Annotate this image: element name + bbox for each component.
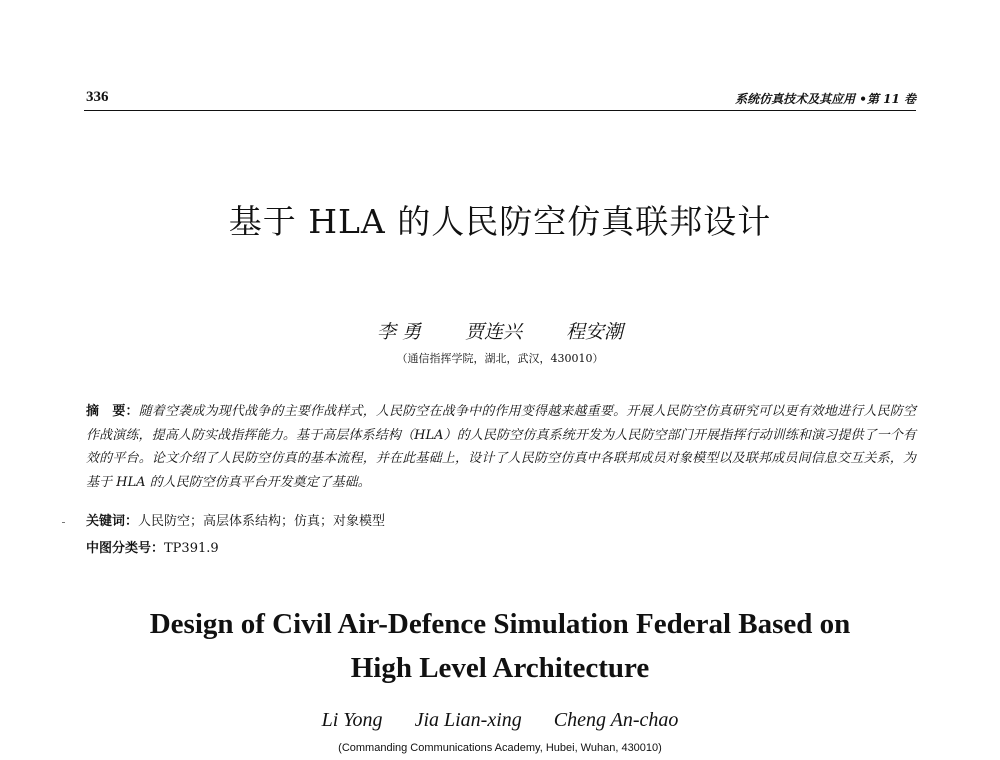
- title-english-line-1: Design of Civil Air-Defence Simulation Federal Based on: [149, 608, 851, 640]
- author-en-3: Cheng An-chao: [553, 709, 679, 731]
- title-english: [0, 602, 1000, 690]
- authors-chinese: [0, 317, 1000, 344]
- abstract-chinese: [86, 400, 916, 494]
- author-en-2: Jia Lian-xing: [414, 709, 522, 731]
- author-cn-2: 贾连兴: [465, 321, 523, 343]
- author-en-1: Li Yong: [321, 709, 383, 731]
- margin-mark: [62, 522, 65, 523]
- affiliation-chinese: （通信指挥学院，湖北，武汉，430010）: [396, 352, 604, 365]
- classification-code: TP391.9: [164, 541, 219, 556]
- author-cn-1: 李 勇: [376, 321, 421, 343]
- header-rule: [84, 110, 916, 111]
- abstract-label: 摘 要：: [86, 404, 139, 419]
- keywords-line: [86, 510, 385, 529]
- authors-english: [0, 709, 1000, 732]
- title-chinese: 基于 HLA 的人民防空仿真联邦设计: [228, 202, 772, 241]
- page-number: 336: [86, 89, 109, 105]
- keywords-label: 关键词：: [86, 514, 139, 529]
- classification-line: [86, 537, 219, 556]
- classification-label: 中图分类号：: [86, 541, 165, 556]
- author-cn-3: 程安潮: [566, 321, 624, 343]
- affiliation-english: (Commanding Communications Academy, Hubei, Wuhan, 430010): [338, 742, 662, 754]
- abstract-text: 随着空袭成为现代战争的主要作战样式，人民防空在战争中的作用变得越来越重要。开展人民防空仿真研究可以更有效地进行人民防空作战演练，提高人防实战指挥能力。基于高层体系结构（HLA）的人民防空仿真系统开发为人民防空部门开展指挥行动训练和演习提供了一个有效的平台。论文介绍了人民防空仿真的基本流程，并在此基础上，设计了人民防空仿真中各联邦成员对象模型以及联邦成员间信息交互关系，为基于 HLA 的人民防空仿真平台开发奠定了基础。: [86, 404, 916, 490]
- keywords-text: 人民防空；高层体系结构；仿真；对象模型: [138, 514, 386, 529]
- title-english-line-2: High Level Architecture: [350, 652, 650, 684]
- journal-running-head: 系统仿真技术及其应用 •第 11 卷: [735, 92, 916, 106]
